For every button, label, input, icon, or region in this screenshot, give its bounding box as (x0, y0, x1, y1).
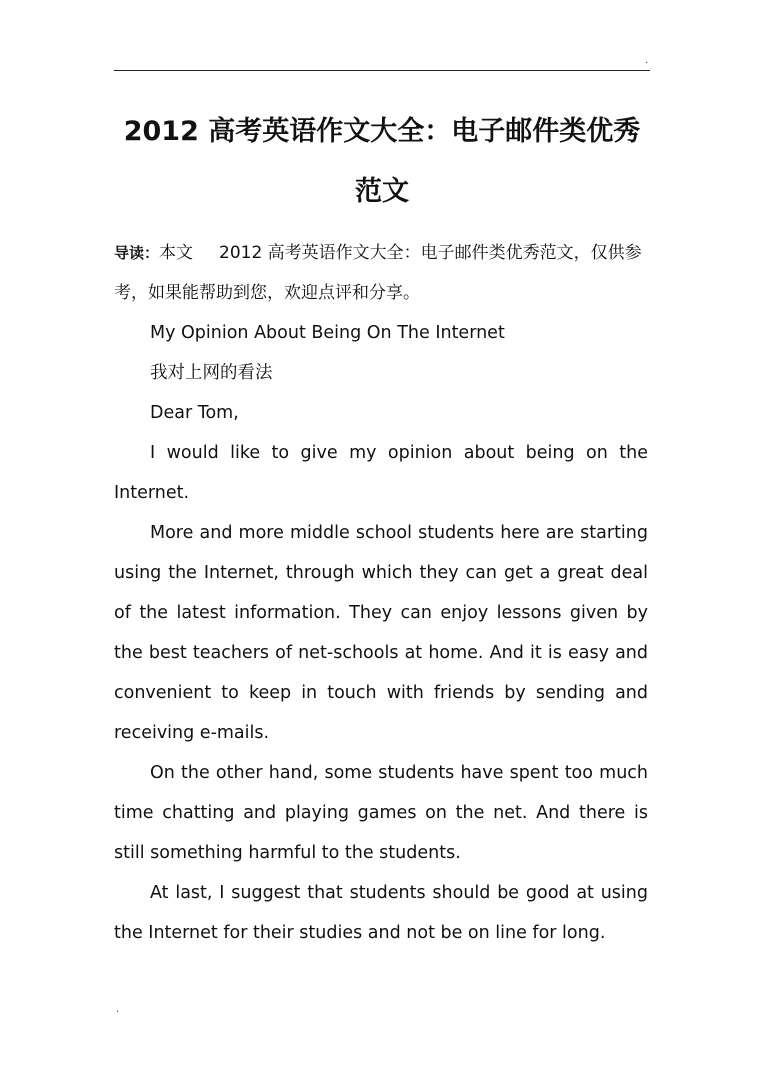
lead-paragraph (114, 233, 648, 313)
header-mark: . (645, 55, 649, 66)
page-title (114, 102, 650, 222)
essay-title: My Opinion About Being On The Internet (150, 323, 505, 343)
essay-body (114, 313, 648, 953)
title-line-1: 2012 高考英语作文大全：电子邮件类优秀 (123, 116, 641, 147)
header-rule (114, 70, 650, 71)
lead-prefix: 本文 (159, 243, 194, 263)
footer-mark: . (116, 1004, 120, 1015)
title-line-2: 范文 (355, 176, 409, 207)
essay-paragraph: On the other hand, some students have spent too much time chatting and playing games on the net. And there is still something harmful to the students. (114, 763, 648, 863)
essay-paragraph: At last, I suggest that students should be good at using the Internet for their studies and not be on line for long. (114, 883, 648, 943)
essay-title-chinese: 我对上网的看法 (150, 363, 273, 383)
lead-text: 2012 高考英语作文大全：电子邮件类优秀范文，仅供参考，如果能帮助到您，欢迎点评和分享。 (114, 243, 642, 303)
essay-paragraph: More and more middle school students here are starting using the Internet, through which they can get a great deal of the latest information. They can enjoy lessons given by the best teachers of net-schools at home. And it is easy and convenient to keep in touch with friends by sending and receiving e-mails. (114, 523, 648, 743)
essay-paragraph: I would like to give my opinion about being on the Internet. (114, 443, 648, 503)
salutation: Dear Tom, (150, 403, 239, 423)
lead-label: 导读： (114, 244, 160, 262)
